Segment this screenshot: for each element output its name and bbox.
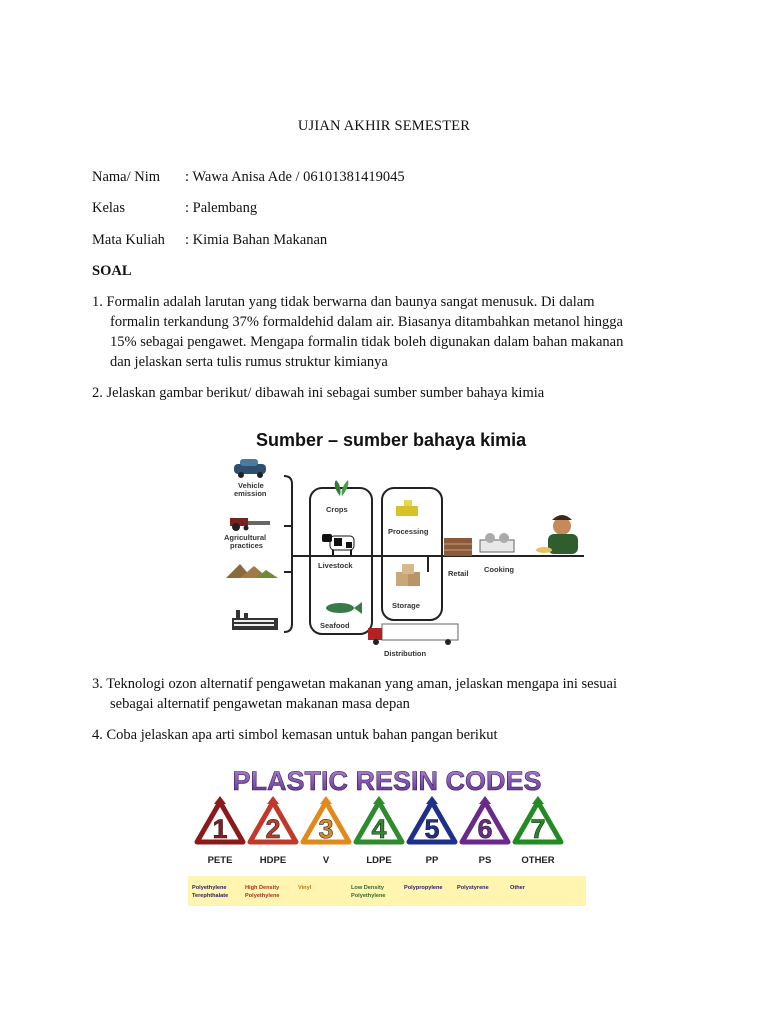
distribution-label: Distribution (384, 649, 427, 658)
tractor-icon (230, 518, 270, 531)
arrowhead-icon (214, 796, 226, 804)
arrowhead-icon (267, 796, 279, 804)
resin-number: 6 (477, 814, 493, 844)
processing-icon (396, 500, 418, 516)
class-value: : Palembang (185, 200, 258, 216)
page-title: UJIAN AKHIR SEMESTER (297, 118, 471, 134)
storage-label: Storage (392, 601, 420, 610)
resin-names-band (188, 876, 586, 906)
vehicle-label-1: Vehicle (238, 481, 264, 490)
cow-icon (322, 534, 354, 556)
arrowhead-icon (373, 796, 385, 804)
question-3-line-1: 3. Teknologi ozon alternatif pengawetan makanan yang aman, jelaskan mengapa ini sesuai (92, 676, 617, 692)
car-icon (234, 459, 266, 478)
resin-abbr: PS (478, 855, 492, 866)
arrowhead-icon (320, 796, 332, 804)
resin-number: 4 (371, 814, 387, 844)
resin-name-1: Other (510, 885, 525, 891)
question-3-line-2: sebagai alternatif pengawetan makanan masa depan (110, 696, 410, 712)
resin-name-2: Polyethylene (351, 893, 386, 899)
resin-name-1: Vinyl (298, 885, 312, 891)
arrowhead-icon (426, 796, 438, 804)
fish-icon (326, 602, 362, 614)
question-1-line-2: formalin terkandung 37% formaldehid dalam air. Biasanya ditambahkan metanol hingga (110, 314, 623, 330)
resin-name-1: Polypropylene (404, 885, 443, 891)
retail-label: Retail (448, 569, 469, 578)
person-eating-icon (536, 515, 578, 554)
crops-label: Crops (326, 505, 348, 514)
livestock-label: Livestock (318, 561, 353, 570)
resin-abbr: PETE (207, 855, 233, 866)
question-2: 2. Jelaskan gambar berikut/ dibawah ini sebagai sumber sumber bahaya kimia (92, 385, 545, 401)
resin-number: 1 (212, 814, 228, 844)
name-value: : Wawa Anisa Ade / 06101381419045 (185, 169, 405, 185)
soil-pile-icon (226, 564, 278, 578)
cooking-label: Cooking (484, 565, 514, 574)
resin-name-1: Polystyrene (457, 885, 489, 891)
retail-shelf-icon (444, 538, 472, 556)
resin-name-1: Low Density (351, 885, 384, 891)
vehicle-label-2: emission (234, 489, 267, 498)
resin-abbr: V (322, 855, 330, 866)
resin-abbr: PP (425, 855, 439, 866)
factory-icon (232, 610, 278, 630)
figure2-title: PLASTIC RESIN CODES (232, 766, 542, 796)
resin-name-1: Polyethylene (192, 885, 227, 891)
arrowhead-icon (532, 796, 544, 804)
resin-abbr: OTHER (521, 855, 555, 866)
truck-icon (368, 624, 458, 645)
agri-label-2: practices (230, 541, 263, 550)
chemical-hazard-figure (222, 420, 584, 660)
resin-number: 2 (265, 814, 281, 844)
stove-icon (480, 533, 514, 552)
resin-name-2: Polyethylene (245, 893, 280, 899)
question-1-line-1: 1. Formalin adalah larutan yang tidak berwarna dan baunya sangat menusuk. Di dalam (92, 294, 595, 310)
resin-abbr: LDPE (366, 855, 392, 866)
arrowhead-icon (479, 796, 491, 804)
question-1-line-4: dan jelaskan serta tulis rumus struktur kimianya (110, 354, 388, 370)
plastic-resin-codes-figure (186, 762, 588, 912)
course-label: Mata Kuliah (92, 232, 165, 248)
processing-label: Processing (388, 527, 429, 536)
seafood-label: Seafood (320, 621, 350, 630)
soal-heading: SOAL (92, 263, 132, 279)
resin-name-1: High Density (245, 885, 280, 891)
figure1-title: Sumber – sumber bahaya kimia (256, 430, 527, 450)
agri-label-1: Agricultural (224, 533, 267, 542)
resin-abbr: HDPE (259, 855, 287, 866)
resin-number: 5 (424, 814, 440, 844)
question-1-line-3: 15% sebagai pengawet. Mengapa formalin tidak boleh digunakan dalam bahan makanan (110, 334, 624, 350)
course-value: : Kimia Bahan Makanan (185, 232, 328, 248)
name-label: Nama/ Nim (92, 169, 161, 185)
question-4: 4. Coba jelaskan apa arti simbol kemasan untuk bahan pangan berikut (92, 727, 498, 743)
storage-icon (396, 564, 420, 586)
resin-number: 7 (530, 814, 546, 844)
resin-number: 3 (318, 814, 334, 844)
resin-name-2: Terephthalate (192, 893, 229, 899)
class-label: Kelas (92, 200, 126, 216)
